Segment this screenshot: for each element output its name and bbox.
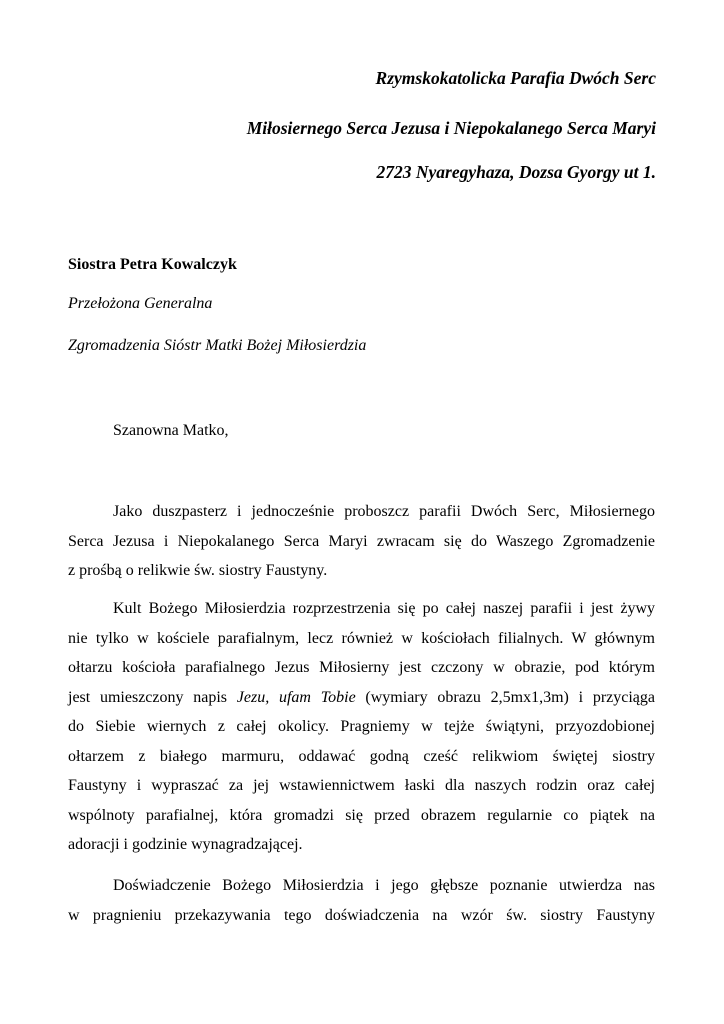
paragraph-line: wspólnoty parafialnej, która gromadzi się przed obrazem regularnie co piątek na bbox=[68, 806, 655, 824]
recipient-title: Przełożona Generalna bbox=[68, 295, 213, 312]
paragraph-line: ołtarzem z białego marmuru, oddawać godną cześć relikwiom świętej siostry bbox=[68, 747, 655, 765]
paragraph-line: do Siebie wiernych z całej okolicy. Pragniemy w tejże świątyni, przyozdobionej bbox=[68, 718, 655, 735]
paragraph-line: nie tylko w kościele parafialnym, lecz również w kościołach filialnych. W głównym bbox=[68, 629, 655, 647]
line-text-before: jest umieszczony napis bbox=[68, 688, 237, 706]
paragraph-line: Jako duszpasterz i jednocześnie proboszcz parafii Dwóch Serc, Miłosiernego bbox=[113, 503, 655, 520]
paragraph-line: ołtarzu kościoła parafialnego Jezus Miłosierny jest czczony w obrazie, pod którym bbox=[68, 659, 655, 676]
parish-address-heading: 2723 Nyaregyhaza, Dozsa Gyorgy ut 1. bbox=[376, 162, 656, 182]
paragraph-line: w pragnieniu przekazywania tego doświadczenia na wzór św. siostry Faustyny bbox=[68, 906, 655, 924]
salutation: Szanowna Matko, bbox=[113, 422, 229, 439]
paragraph-line: Kult Bożego Miłosierdzia rozprzestrzenia się po całej naszej parafii i jest żywy bbox=[113, 600, 655, 617]
paragraph-request bbox=[68, 497, 655, 586]
paragraph-devotion bbox=[68, 594, 655, 860]
paragraph-line: adoracji i godzinie wynagradzającej. bbox=[68, 836, 303, 853]
parish-dedication-heading: Miłosiernego Serca Jezusa i Niepokalanego Serca Maryi bbox=[246, 118, 656, 138]
paragraph-line: Faustyny i wypraszać za jej wstawiennictwem łaski dla naszych rodzin oraz całej bbox=[68, 777, 655, 794]
inscription-text: Jezu, ufam Tobie bbox=[236, 688, 356, 706]
paragraph-line: Doświadczenie Bożego Miłosierdzia i jego głębsze poznanie utwierdza nas bbox=[113, 877, 655, 894]
recipient-name: Siostra Petra Kowalczyk bbox=[68, 256, 237, 273]
paragraph-line bbox=[68, 683, 655, 713]
paragraph-line: z prośbą o relikwie św. siostry Faustyny. bbox=[68, 562, 328, 579]
paragraph-line: Serca Jezusa i Niepokalanego Serca Maryi zwracam się do Waszego Zgromadzenie bbox=[68, 532, 655, 550]
recipient-organization: Zgromadzenia Sióstr Matki Bożej Miłosierdzia bbox=[68, 337, 367, 354]
line-text-after: (wymiary obrazu 2,5mx1,3m) i przyciąga bbox=[355, 688, 655, 706]
paragraph-experience bbox=[68, 871, 655, 930]
parish-name-heading: Rzymskokatolicka Parafia Dwóch Serc bbox=[375, 68, 656, 88]
